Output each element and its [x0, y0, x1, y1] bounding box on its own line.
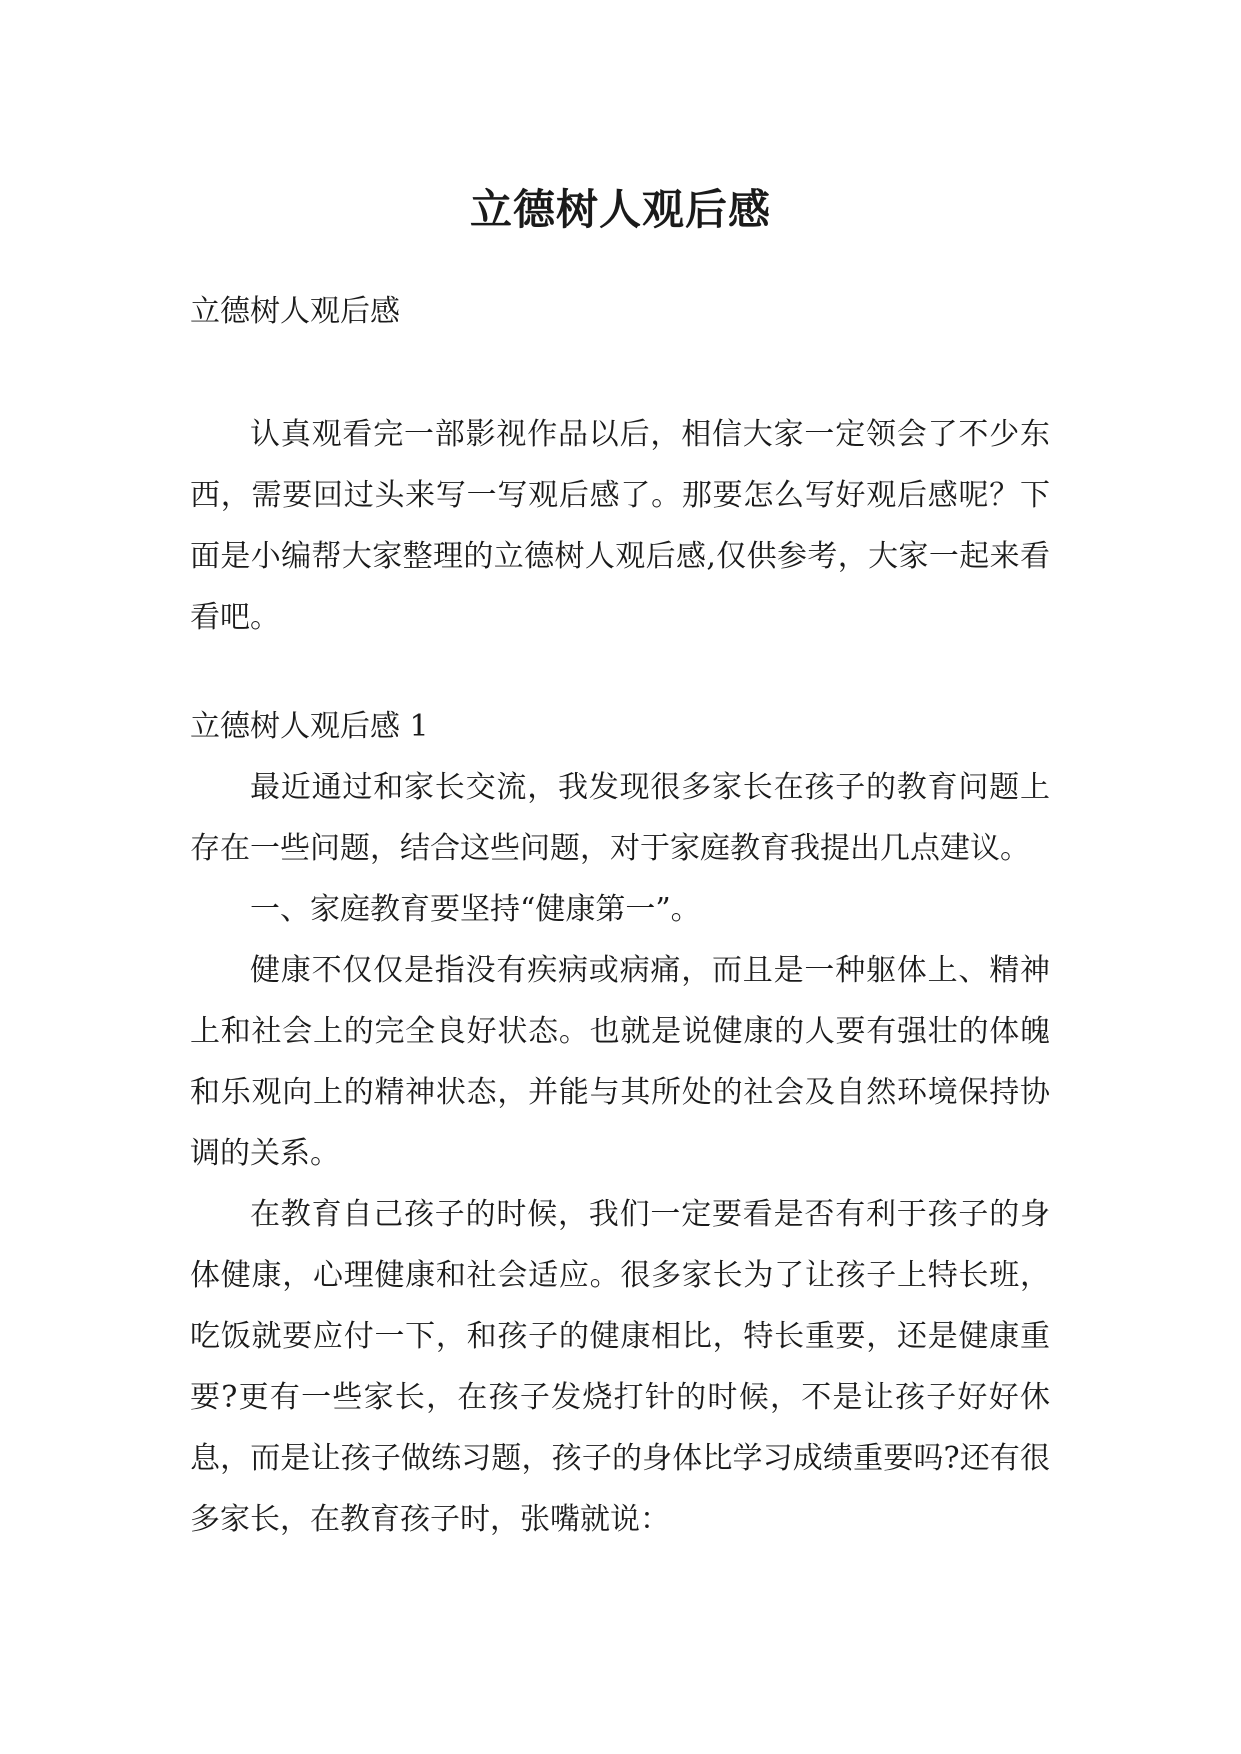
intro-block: [190, 404, 1050, 648]
paragraph: 在教育自己孩子的时候，我们一定要看是否有利于孩子的身体健康，心理健康和社会适应。很多家长为了让孩子上特长班，吃饭就要应付一下，和孩子的健康相比，特长重要，还是健康重要?更有一些家长，在孩子发烧打针的时候，不是让孩子好好休息，而是让孩子做练习题，孩子的身体比学习成绩重要吗?还有很多家长，在教育孩子时，张嘴就说：: [190, 1197, 1050, 1537]
intro-paragraph: 认真观看完一部影视作品以后，相信大家一定领会了不少东西，需要回过头来写一写观后感了。那要怎么写好观后感呢？下面是小编帮大家整理的立德树人观后感,仅供参考，大家一起来看看吧。: [190, 417, 1050, 635]
section-heading: 立德树人观后感 1: [190, 709, 429, 744]
page-title: 立德树人观后感: [469, 185, 771, 235]
paragraph: 健康不仅仅是指没有疾病或病痛，而且是一种躯体上、精神上和社会上的完全良好状态。也就是说健康的人要有强壮的体魄和乐观向上的精神状态，并能与其所处的社会及自然环境保持协调的关系。: [190, 953, 1050, 1171]
paragraph: 最近通过和家长交流，我发现很多家长在孩子的教育问题上存在一些问题，结合这些问题，对于家庭教育我提出几点建议。: [190, 770, 1050, 866]
section-1: [190, 696, 1050, 1550]
document-subtitle: 立德树人观后感: [190, 294, 400, 329]
paragraph: 一、家庭教育要坚持“健康第一”。: [250, 892, 701, 927]
